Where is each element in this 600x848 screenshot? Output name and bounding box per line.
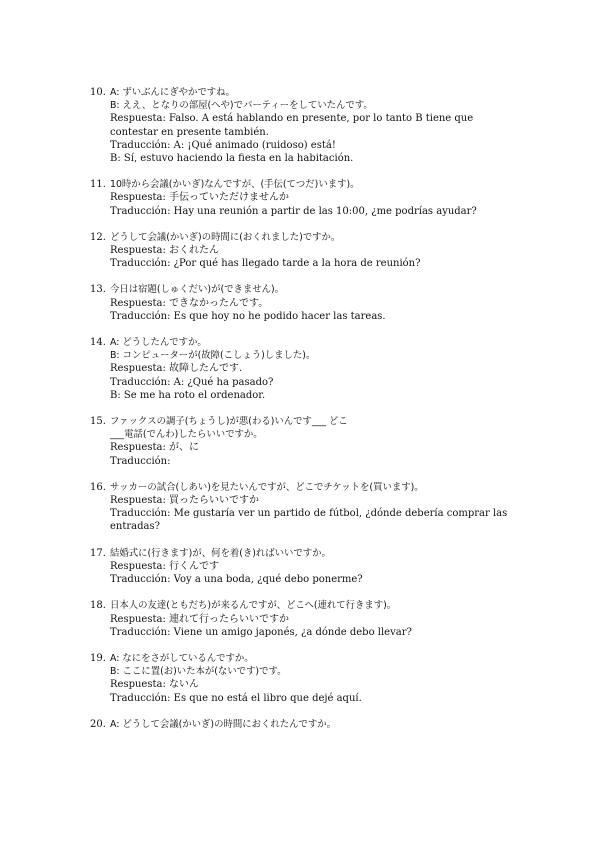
- answer-line: Respuesta: Falso. A está hablando en presente, por lo tanto B tiene que contestar en presente también.: [110, 113, 474, 138]
- dialogue-line: A: ずいぶんにぎやかですね。: [110, 87, 235, 98]
- question-line: 日本人の友達(ともだち)が来るんですが、どこへ(連れて行きます)。: [110, 600, 397, 612]
- exercise-20: [90, 718, 520, 731]
- exercise-number: 15.: [90, 416, 106, 428]
- exercise-number: 12.: [90, 231, 106, 243]
- answer-line: Respuesta: おくれたん: [110, 245, 219, 257]
- dialogue-line: A: なにをさがしているんですか。: [110, 652, 254, 664]
- exercise-12: [90, 231, 520, 271]
- dialogue-line: B: ええ、となりの部屋(へや)でパーティーをしていたんです。: [110, 100, 373, 112]
- answer-line: Respuesta: ないん: [110, 679, 199, 691]
- translation-line: B: Sí, estuvo haciendo la fiesta en la habitación.: [110, 153, 354, 165]
- answer-line: Respuesta: できなかったんです。: [110, 297, 269, 309]
- translation-line: Traducción: A: ¿Qué ha pasado?: [110, 376, 274, 388]
- exercise-number: 17.: [90, 547, 106, 559]
- dialogue-line: A: どうしたんですか。: [110, 337, 207, 349]
- dialogue-line: B: ここに置(お)いた本が(ないです)です。: [110, 666, 287, 678]
- answer-line: Respuesta: 連れて行ったらいいですか: [110, 613, 289, 625]
- exercise-number: 11.: [90, 179, 106, 191]
- exercise-17: [90, 547, 520, 587]
- translation-line: Traducción:: [110, 455, 171, 467]
- exercise-18: [90, 599, 520, 639]
- translation-line: Traducción: Es que hoy no he podido hacer las tareas.: [110, 310, 386, 322]
- question-line: ___電話(でんわ)したらいいですか。: [110, 429, 263, 441]
- exercise-number: 20.: [90, 718, 106, 730]
- translation-line: B: Se me ha roto el ordenador.: [110, 389, 266, 401]
- translation-line: Traducción: Hay una reunión a partir de las 10:00, ¿me podrías ayudar?: [110, 205, 477, 217]
- question-line: ファックスの調子(ちょうし)が悪(わる)いんです___ どこ: [110, 416, 348, 428]
- translation-line: Traducción: Voy a una boda, ¿qué debo ponerme?: [110, 574, 363, 586]
- answer-line: Respuesta: 買ったらいいですか: [110, 495, 259, 507]
- exercise-number: 16.: [90, 481, 106, 493]
- dialogue-line: B: コンピューターが(故障(こしょう)しました)。: [110, 350, 316, 362]
- question-line: 結婚式に(行きます)が、何を着(き)ればいいですか。: [110, 547, 331, 559]
- exercise-10: [90, 86, 520, 165]
- question-line: サッカーの試合(しあい)を見たいんですが、どこでチケットを(買います)。: [110, 481, 424, 493]
- exercise-14: [90, 336, 520, 402]
- answer-line: Respuesta: が、に: [110, 442, 199, 454]
- exercise-list: [90, 86, 520, 744]
- exercise-number: 18.: [90, 600, 106, 612]
- exercise-number: 10.: [90, 87, 106, 98]
- translation-line: Traducción: Viene un amigo japonés, ¿a dónde debo llevar?: [110, 626, 412, 638]
- exercise-16: [90, 481, 520, 534]
- translation-line: Traducción: A: ¡Qué animado (ruidoso) está!: [110, 139, 336, 151]
- answer-line: Respuesta: 故障したんです.: [110, 363, 243, 375]
- dialogue-line: A: どうして会議(かいぎ)の時間におくれたんですか。: [110, 718, 336, 730]
- exercise-13: [90, 283, 520, 323]
- exercise-number: 13.: [90, 284, 106, 296]
- exercise-19: [90, 652, 520, 705]
- question-line: どうして会議(かいぎ)の時間に(おくれました)ですか。: [110, 231, 341, 243]
- question-line: 今日は宿題(しゅくだい)が(できません)。: [110, 284, 285, 296]
- translation-line: Traducción: Me gustaría ver un partido de fútbol, ¿dónde debería comprar las entradas?: [110, 508, 508, 533]
- answer-line: Respuesta: 手伝っていただけませんか: [110, 192, 289, 204]
- translation-line: Traducción: Es que no está el libro que dejé aquí.: [110, 692, 362, 704]
- exercise-number: 14.: [90, 337, 106, 349]
- exercise-15: [90, 415, 520, 468]
- exercise-11: [90, 178, 520, 218]
- answer-line: Respuesta: 行くんです: [110, 560, 219, 572]
- exercise-number: 19.: [90, 652, 106, 664]
- translation-line: Traducción: ¿Por qué has llegado tarde a la hora de reunión?: [110, 258, 421, 270]
- question-line: 10時から会議(かいぎ)なんですが、(手伝(てつだ)います)。: [110, 179, 360, 191]
